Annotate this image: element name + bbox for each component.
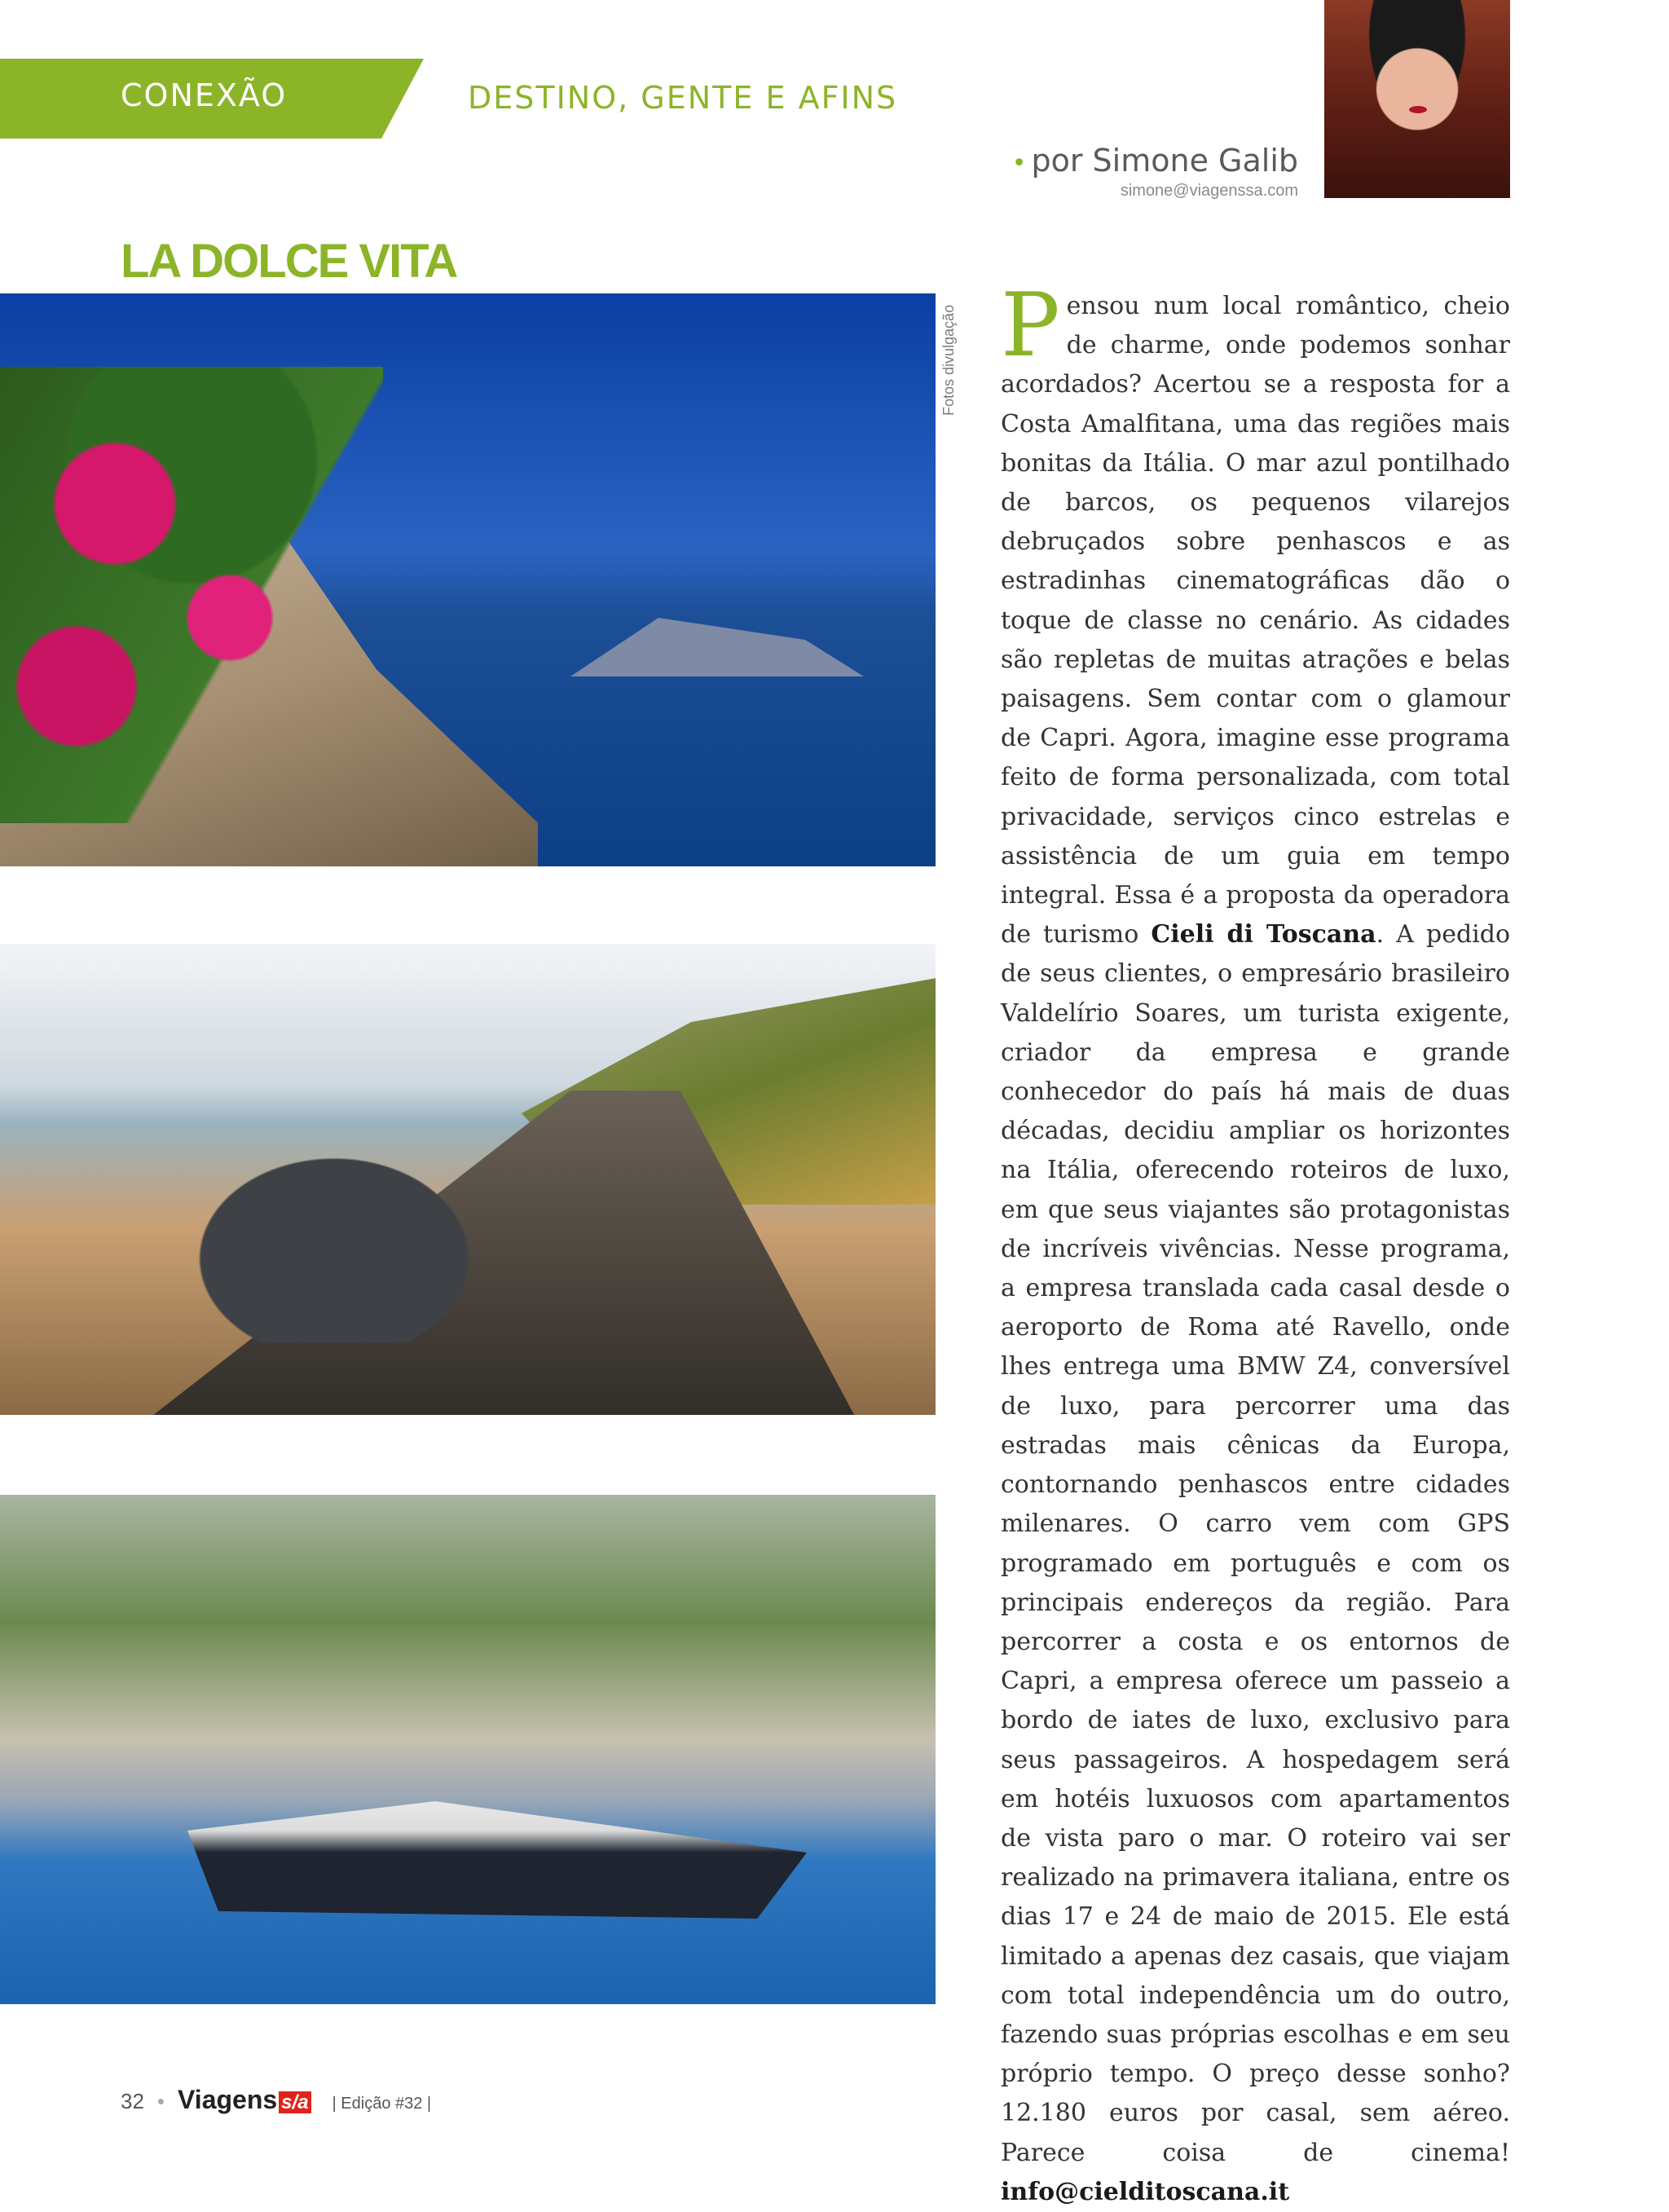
amalfi-coast-photo bbox=[0, 293, 936, 866]
company-name: Cieli di Toscana bbox=[1151, 920, 1376, 950]
photo-credit bbox=[937, 293, 970, 416]
magazine-logo: Viagens s/a bbox=[178, 2085, 311, 2115]
author-photo bbox=[1324, 0, 1510, 198]
edition-label: | Edição #32 | bbox=[332, 2095, 432, 2113]
subsection-title: DESTINO, GENTE E AFINS bbox=[468, 80, 898, 116]
convertible-car-photo bbox=[0, 944, 936, 1415]
yacht-capri-photo bbox=[0, 1495, 936, 2004]
section-label: CONEXÃO bbox=[121, 77, 288, 113]
drop-cap: P bbox=[1001, 275, 1060, 377]
contact-email-link[interactable]: info@cielditoscana.it bbox=[1001, 2177, 1290, 2206]
author-email[interactable]: simone@viagenssa.com bbox=[1120, 182, 1298, 200]
byline bbox=[1012, 143, 1298, 200]
article-body bbox=[1001, 275, 1511, 2212]
page-footer bbox=[121, 2085, 431, 2115]
body-text-1: ensou num local romântico, cheio de charme, onde podemos sonhar acordados? Acertou se a resposta for a Costa Amalfitana, uma das regiões mais bonitas da Itália. O mar azul pontilhado de barcos, os pequenos vilarejos debruçados sobre penhascos e as estradinhas cinematográficas dão o toque de classe no cenário. As cidades são repletas de muitas atrações e belas paisagens. Sem contar com o glamour de Capri. Agora, imagine esse programa feito de forma personalizada, com total privacidade, serviços cinco estrelas e assistência de um guia em tempo integral. Essa é a proposta da operadora de turismo bbox=[1001, 292, 1510, 950]
body-text-2: . A pedido de seus clientes, o empresário brasileiro Valdelírio Soares, um turista exigente, criador da empresa e grande conhecedor do país há mais de duas décadas, decidiu ampliar os horizontes na Itália, oferecendo roteiros de luxo, em que seus viajantes são protagonistas de incríveis vivências. Nesse programa, a empresa translada cada casal desde o aeroporto de Roma até Ravello, onde lhes entrega uma BMW Z4, conversível de luxo, para percorrer uma das estradas mais cênicas da Europa, contornando penhascos entre cidades milenares. O carro vem com GPS programado em português e com os principais endereços da região. Para percorrer a costa e os entornos de Capri, a empresa oferece um passeio a bordo de iates de luxo, exclusivo para seus passageiros. A hospedagem será em hotéis luxuosos com apartamentos de vista paro o mar. O roteiro vai ser realizado na primavera italiana, entre os dias 17 e 24 de maio de 2015. Ele está limitado a apenas dez casais, que viajam com total independência um do outro, fazendo suas próprias escolhas e em seu próprio tempo. O preço desse sonho? 12.180 euros por casal, sem aéreo. Parece coisa de cinema! bbox=[1001, 920, 1511, 2167]
photo-credit-text: Fotos divulgação bbox=[940, 304, 957, 416]
article-headline: LA DOLCE VITA bbox=[121, 235, 457, 288]
author-name: por Simone Galib bbox=[1031, 143, 1298, 178]
footer-bullet: • bbox=[156, 2089, 165, 2113]
bullet-icon: • bbox=[1011, 149, 1027, 178]
page-number: 32 bbox=[121, 2089, 144, 2113]
